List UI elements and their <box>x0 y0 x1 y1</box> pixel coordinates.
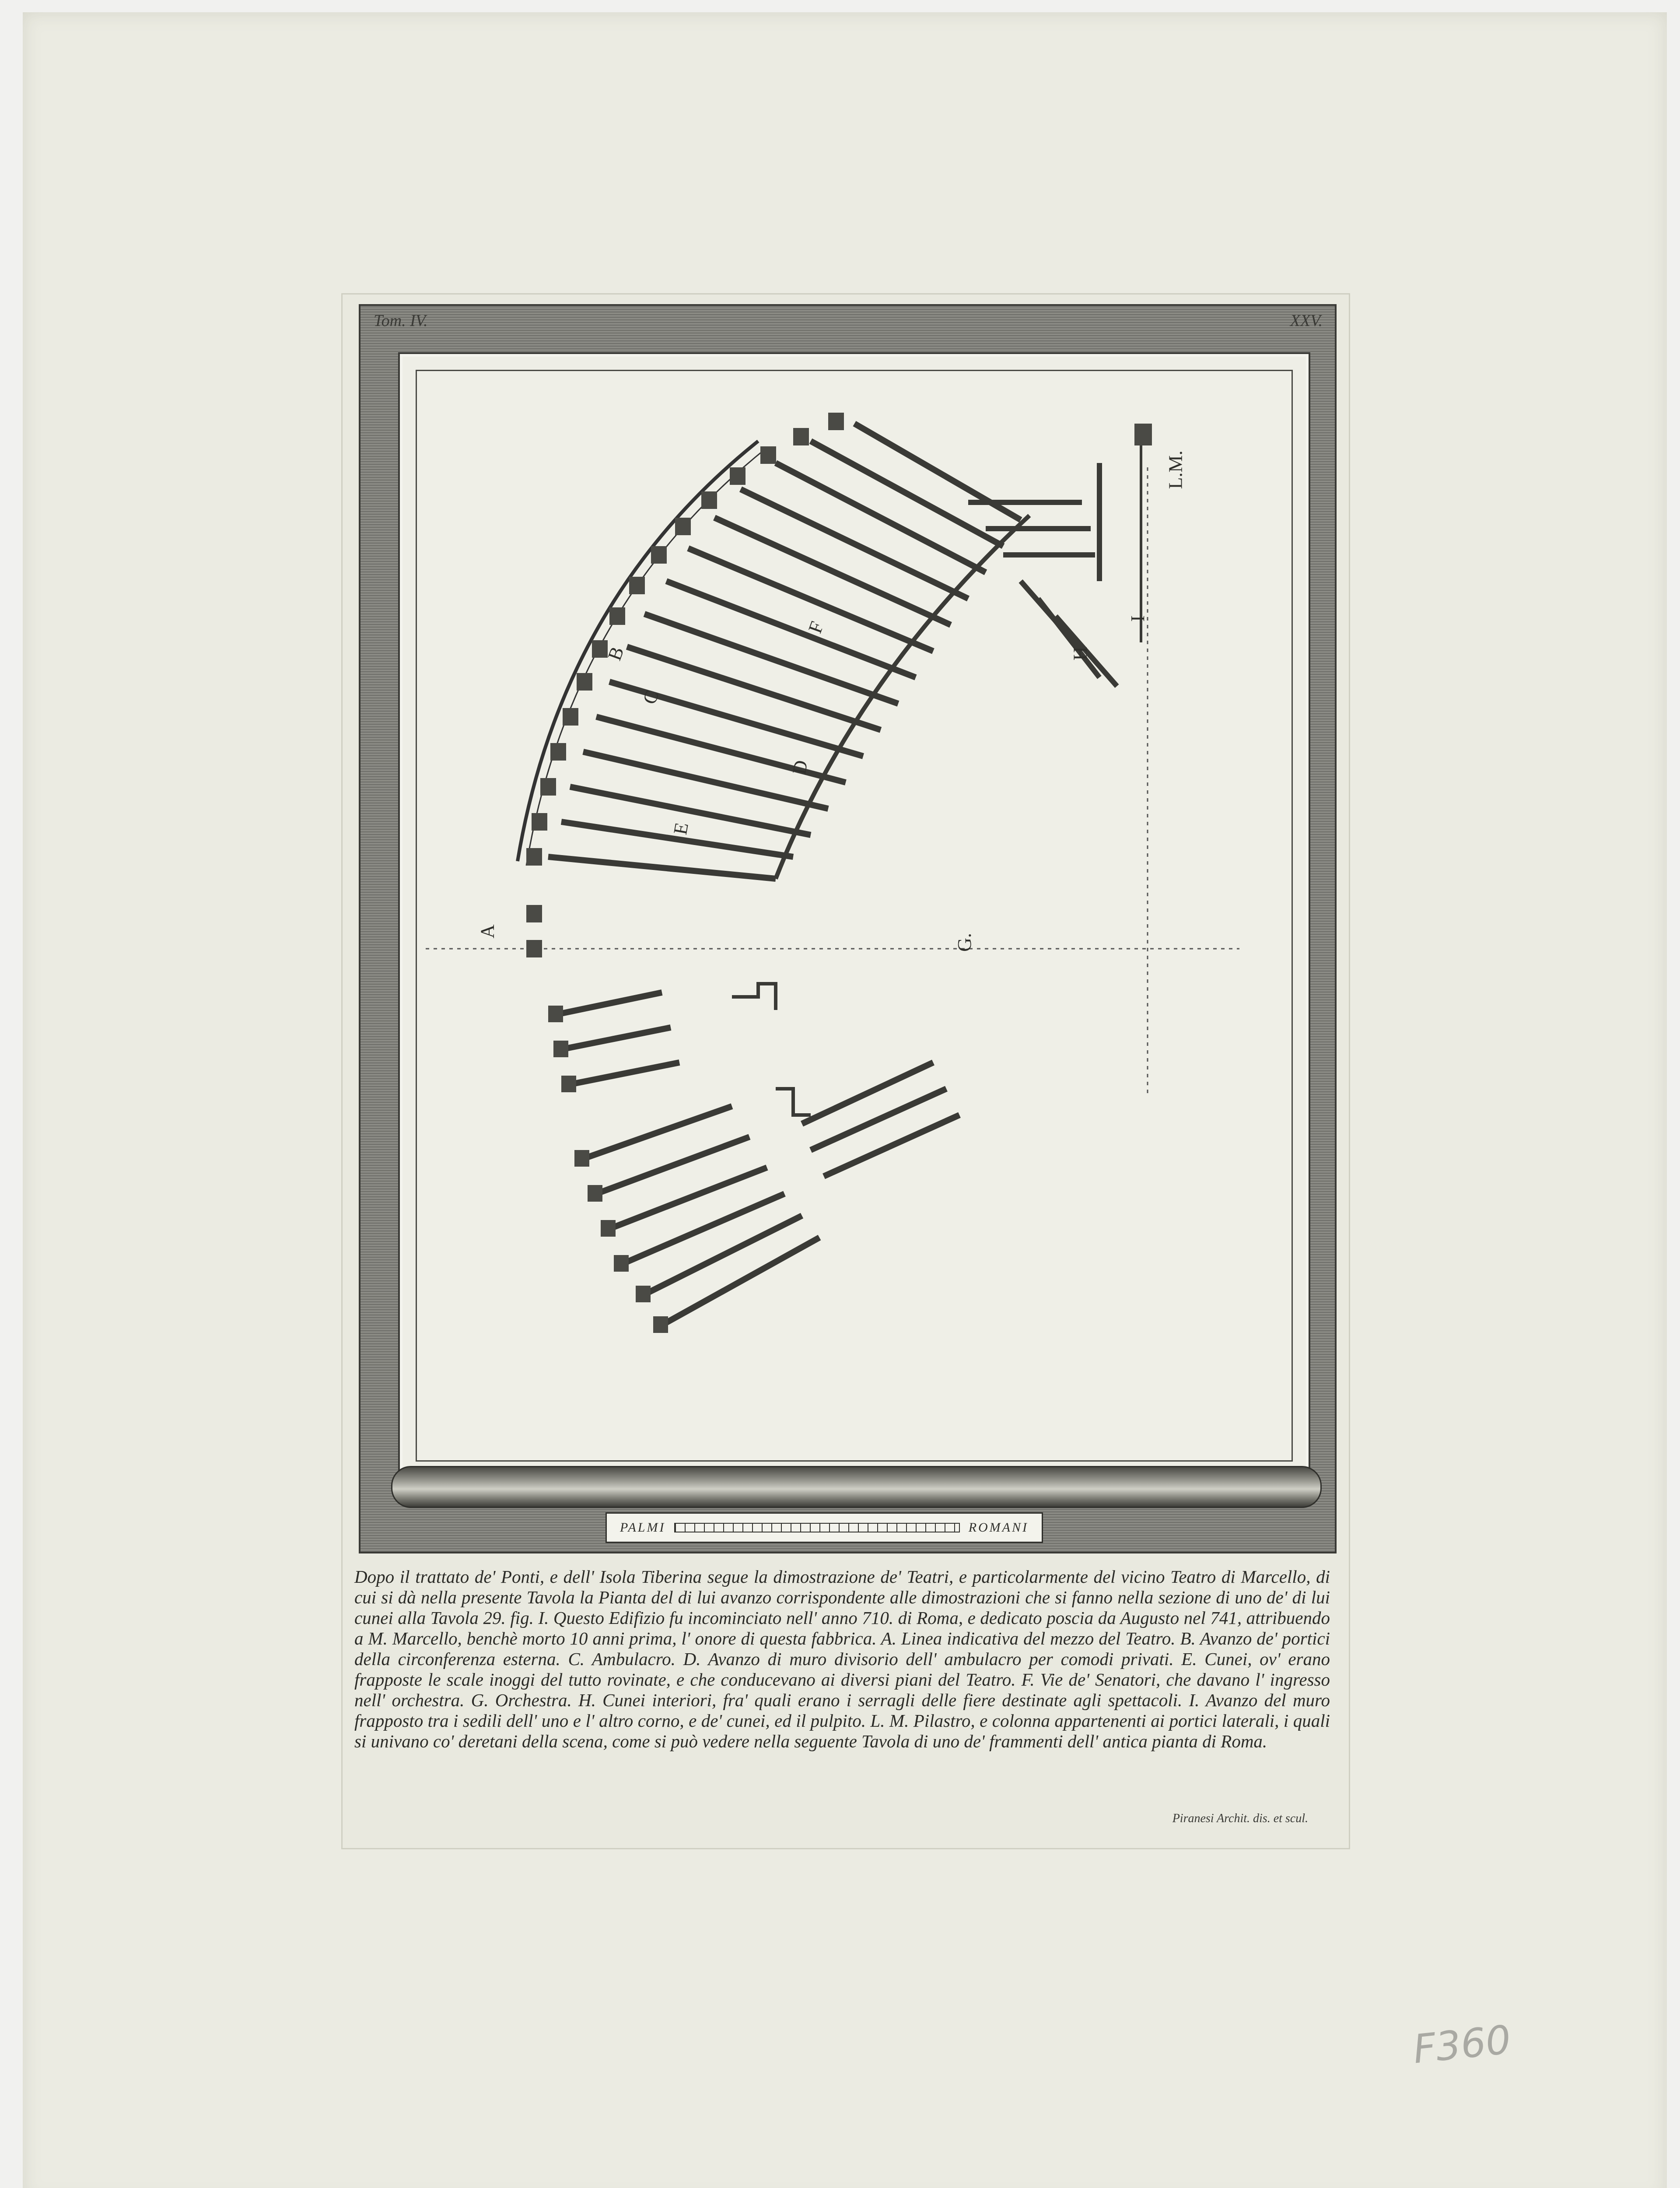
frame-inner <box>400 354 1309 1477</box>
label-A: A <box>476 924 498 939</box>
label-I: I <box>1127 615 1148 622</box>
label-F: F <box>804 618 828 636</box>
label-C: C <box>638 687 663 707</box>
label-G: G. <box>953 933 975 952</box>
scroll-ornament <box>391 1466 1322 1508</box>
scale-bar <box>606 1512 1043 1543</box>
theatre-plan <box>416 370 1293 1462</box>
engraved-frame <box>359 304 1337 1553</box>
label-E: E <box>669 821 693 836</box>
plate-number: XXV. <box>1290 312 1323 330</box>
scale-left-label: PALMI <box>620 1520 666 1535</box>
label-H: H <box>1069 646 1091 661</box>
engraver-signature: Piranesi Archit. dis. et scul. <box>1172 1812 1308 1825</box>
label-B: B <box>603 644 628 663</box>
plate-caption: Dopo il trattato de' Ponti, e dell' Isola Tiberina segue la dimostrazione de' Teatri, e particolarmente del vicino Teatro di Marcello, di cui si dà nella presente Tavola la Pianta del di lui avanzo corrispondente alle dimostrazioni che si fanno nella sezione di uno de' di lui cunei alla Tavola 29. fig. I. Questo Edifizio fu incominciato nell' anno 710. di Roma, e dedicato poscia da Augusto nel 741, attribuendo a M. Marcello, benchè morto 10 anni prima, l' onore di questa fabbrica. A. Linea indicativa del mezzo del Teatro. B. Avanzo de' portici della circonferenza esterna. C. Ambulacro. D. Avanzo di muro divisorio dell' ambulacro per comodi privati. E. Cunei, ov' erano frapposte le scale inoggi del tutto rovinate, e che conducevano ai diversi piani del Teatro. F. Vie de' Senatori, che davano l' ingresso nell' orchestra. G. Orchestra. H. Cunei interiori, fra' quali erano i serragli delle fiere destinate agli spettacoli. I. Avanzo del muro frapposto tra i sedili dell' uno e l' altro corno, e de' cunei, ed il pulpito. L. M. Pilastro, e colonna appartenenti ai portici laterali, i quali si univano co' deretani della scena, come si può vedere nella seguente Tavola di uno de' frammenti dell' antica pianta di Roma. <box>354 1567 1330 1751</box>
label-D: D <box>788 758 812 776</box>
tome-label: Tom. IV. <box>374 312 428 330</box>
plan-drawing <box>417 371 1246 1459</box>
scale-ruler <box>674 1523 959 1532</box>
scale-right-label: ROMANI <box>968 1520 1029 1535</box>
inventory-mark: F360 <box>1411 2016 1513 2073</box>
label-LM: L.M. <box>1165 450 1186 489</box>
